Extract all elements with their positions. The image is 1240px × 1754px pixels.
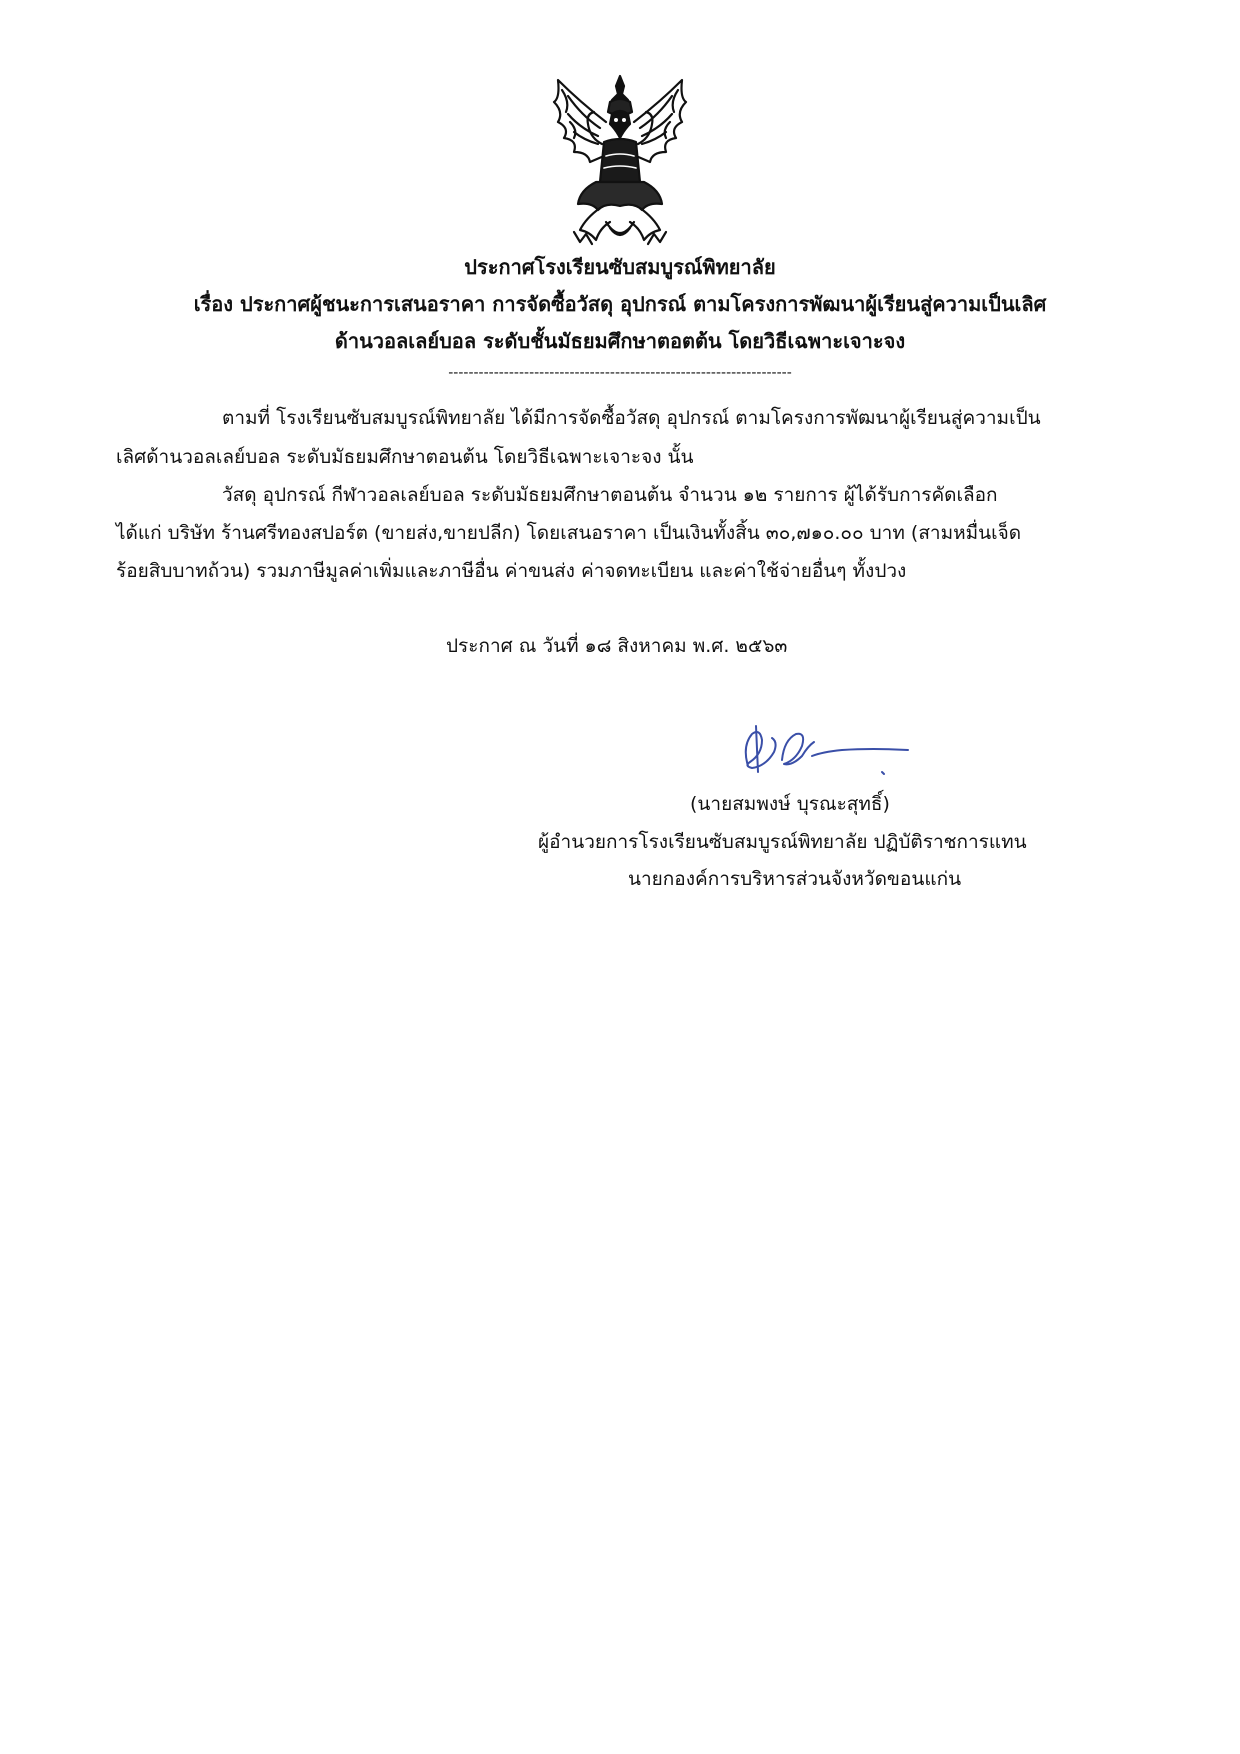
body-paragraph-1-line-1: ตามที่ โรงเรียนซับสมบูรณ์พิทยาลัย ได้มีการจัดซื้อวัสดุ อุปกรณ์ ตามโครงการพัฒนาผู้เรียนสู่ความเป็น	[222, 407, 1041, 429]
handwritten-signature	[722, 716, 912, 786]
subject-line-2: ด้านวอลเลย์บอล ระดับชั้นมัธยมศึกษาตอตต้น โดยวิธีเฉพาะเจาะจง	[334, 329, 906, 353]
subject-line-1: เรื่อง ประกาศผู้ชนะการเสนอราคา การจัดซื้อวัสดุ อุปกรณ์ ตามโครงการพัฒนาผู้เรียนสู่ความเป็นเลิศ	[193, 292, 1047, 316]
body-paragraph-1-line-2: เลิศด้านวอลเลย์บอล ระดับมัธยมศึกษาตอนต้น โดยวิธีเฉพาะเจาะจง นั้น	[116, 446, 694, 468]
body-paragraph-2-line-1: วัสดุ อุปกรณ์ กีฬาวอลเลย์บอล ระดับมัธยมศึกษาตอนต้น จำนวน ๑๒ รายการ ผู้ได้รับการคัดเลือก	[222, 484, 998, 506]
signatory-position-line-2: นายกองค์การบริหารส่วนจังหวัดขอนแก่น	[628, 868, 962, 890]
announcement-title: ประกาศโรงเรียนซับสมบูรณ์พิทยาลัย	[464, 255, 776, 279]
divider-line: --------------------------------------------------------------------	[448, 366, 792, 380]
signatory-name: (นายสมพงษ์ บุรณะสุทธิ์)	[690, 793, 890, 815]
signatory-position-line-1: ผู้อำนวยการโรงเรียนซับสมบูรณ์พิทยาลัย ปฏิบัติราชการแทน	[538, 831, 1027, 853]
announcement-date: ประกาศ ณ วันที่ ๑๘ สิงหาคม พ.ศ. ๒๕๖๓	[446, 635, 788, 657]
body-paragraph-2-line-3: ร้อยสิบบาทถ้วน) รวมภาษีมูลค่าเพิ่มและภาษีอื่น ค่าขนส่ง ค่าจดทะเบียน และค่าใช้จ่ายอื่นๆ ทั้งปวง	[116, 560, 907, 582]
body-paragraph-2-line-2: ได้แก่ บริษัท ร้านศรีทองสปอร์ต (ขายส่ง,ขายปลีก) โดยเสนอราคา เป็นเงินทั้งสิ้น ๓๐,๗๑๐.๐๐ บาท (สามหมื่นเจ็ด	[116, 522, 1022, 544]
garuda-emblem-icon	[540, 72, 700, 248]
